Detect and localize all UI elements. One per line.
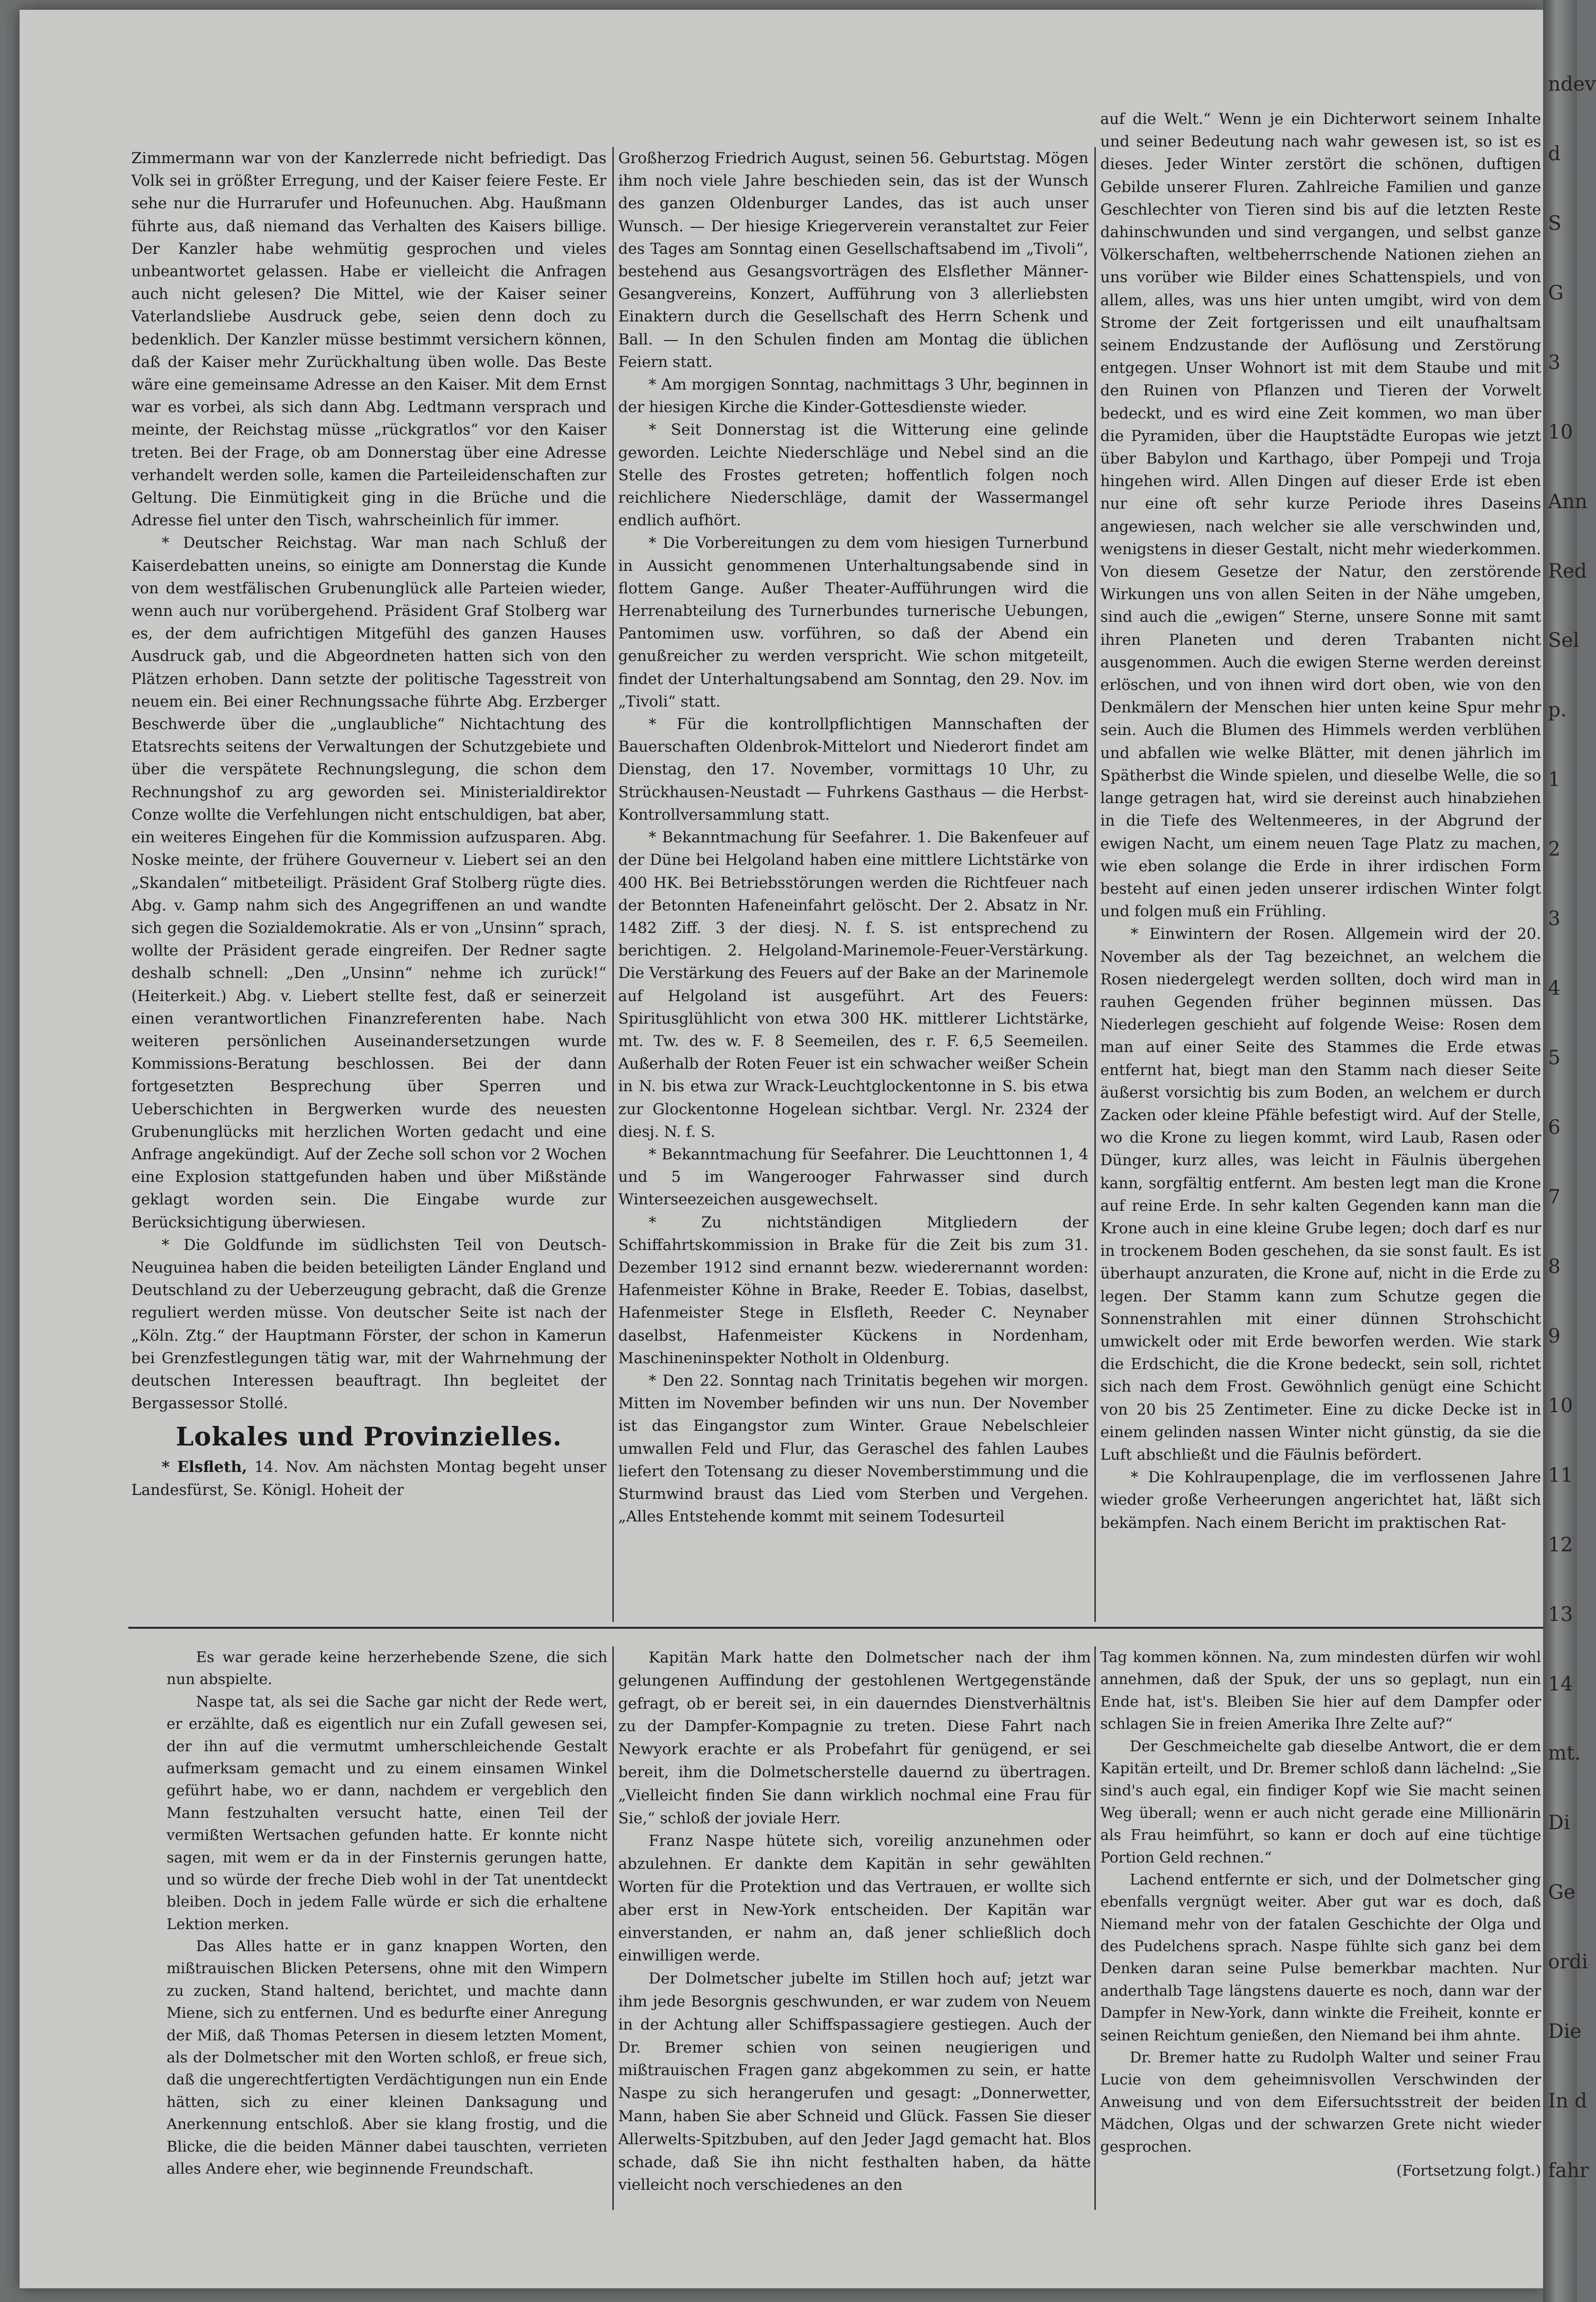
edge-text-fragment: 3	[1548, 907, 1561, 931]
edge-text-fragment: p.	[1548, 699, 1567, 722]
article-rosen: * Einwintern der Rosen. Allgemein wird der 20. November als der Tag bezeichnet, an welchem die Rosen niedergelegt werden sollten, doch wird man in rauhen Gegenden früher beginnen müssen. Das Niederlegen geschieht auf folgende Weise: Rosen dem man auf einer Seite des Stammes die Erde etwas entfernt hat, biegt man den Stamm nach dieser Seite äußerst vorsichtig bis zum Boden, an welchem er durch Zacken oder kleine Pfähle befestigt wird. Auf der Stelle, wo die Krone zu liegen kommt, wird Laub, Rasen oder Dünger, kurz alles, was leicht in Fäulnis übergehen kann, sorgfältig entfernt. Am besten legt man die Krone auf reine Erde. In sehr kalten Gegenden kann man die Krone auch in eine kleine Grube legen; doch darf es nur in trockenem Boden geschehen, da sie sonst fault. Es ist überhaupt anzuraten, die Krone auf, nicht in die Erde zu legen. Der Stamm kann zum Schutze gegen die Sonnenstrahlen mit einer dünnen Strohschicht umwickelt oder mit Erde beworfen werden. Wie stark die Erdschicht, die die Krone bedeckt, sein soll, richtet sich nach dem Frost. Gewöhnlich genügt eine Schicht von 20 bis 25 Zentimeter. Eine zu dicke Decke ist in einem gelinden nassen Winter nicht günstig, da sie die Luft abschließt und die Fäulnis befördert.	[1100, 925, 1541, 1464]
dateline-text: 14. Nov. Am nächsten Montag begeht unser Landesfürst, Se. Königl. Hoheit der	[131, 1458, 606, 1499]
column-rule	[1094, 147, 1096, 1622]
story-paragraph: Das Alles hatte er in ganz knappen Worten, den mißtrauischen Blicken Petersens, ohne mit den Wimpern zu zucken, Stand haltend, berichtet, und machte dann Miene, sich zu entfernen. Und es bedurfte einer Anregung der Miß, daß Thomas Petersen in diesem letzten Moment, als der Dolmetscher mit den Worten schloß, er freue sich, daß die ungerechtfertigten Verdächtigungen nun ein Ende hätten, sich zu einer kleinen Danksagung und Anerkennung entschloß. Aber sie klang frostig, und die Blicke, die die beiden Männer dabei tauschten, verrieten alles Andere eher, wie beginnende Freundschaft.	[167, 1938, 607, 2178]
edge-text-fragment: 1	[1548, 768, 1561, 791]
article-turnerbund: * Die Vorbereitungen zu dem vom hiesigen Turnerbund in Aussicht genommenen Unterhaltungsabende sind in flottem Gange. Außer Theater-Aufführungen wird die Herrenabteilung des Turnerbundes turnerische Uebungen, Pantomimen usw. vorführen, so daß der Abend ein genußreicher zu werden verspricht. Wie schon mitgeteilt, findet der Unterhaltungsabend am Sonntag, den 29. Nov. im „Tivoli“ statt.	[618, 534, 1088, 710]
section-heading: Lokales und Provinzielles.	[175, 1422, 562, 1452]
edge-text-fragment: Ann	[1548, 490, 1588, 513]
edge-text-fragment: 10	[1548, 420, 1573, 443]
article-schiffahrtskommission: * Zu nichtständigen Mitgliedern der Schiffahrtskommission in Brake für die Zeit bis zum 31. Dezember 1912 sind ernannt bezw. wiederernannt worden: Hafenmeister Köhne in Brake, Reeder E. Tobias, daselbst, Hafenmeister Stege in Elsfleth, Reeder C. Neynaber daselbst, Hafenmeister Kückens in Nordenham, Maschineninspekter Notholt in Oldenburg.	[618, 1213, 1088, 1367]
edge-text-fragment: 12	[1548, 1533, 1573, 1556]
bottom-column-2	[618, 1646, 1091, 2210]
edge-text-fragment: In d	[1548, 2090, 1587, 2113]
story-paragraph: Es war gerade keine herzerhebende Szene, die sich nun abspielte.	[167, 1649, 607, 1689]
edge-text-fragment: 7	[1548, 1185, 1561, 1208]
edge-text-fragment: 2	[1548, 838, 1561, 861]
edge-text-fragment: Red	[1548, 560, 1587, 583]
article-kohlraupen: * Die Kohlraupenplage, die im verflossenen Jahre wieder große Verheerungen angerichtet hat, läßt sich bekämpfen. Nach einem Bericht im praktischen Rat-	[1100, 1469, 1541, 1532]
dateline-place: * Elsfleth,	[162, 1458, 247, 1476]
article-seefahrer-2: * Bekanntmachung für Seefahrer. Die Leuchttonnen 1, 4 und 5 im Wangerooger Fahrwasser sind durch Winterseezeichen ausgewechselt.	[618, 1145, 1088, 1209]
edge-text-fragment: S	[1548, 212, 1562, 235]
story-paragraph: Lachend entfernte er sich, und der Dolmetscher ging ebenfalls vergnügt weiter. Aber gut war es doch, daß Niemand mehr von der fatalen Geschichte der Olga und des Pudelchens sprach. Naspe fühlte sich ganz bei dem Denken daran seine Pulse bemerkbar machten. Nur anderthalb Tage längstens dauerte es noch, dann war der Dampfer in New-York, dann winkte die Freiheit, konnte er seinen Reichtum genießen, den Niemand bei ihm ahnte.	[1100, 1871, 1541, 2044]
story-paragraph: Naspe tat, als sei die Sache gar nicht der Rede wert, er erzählte, daß es eigentlich nur ein Zufall gewesen sei, der ihn auf die vermutmt umherschleichende Gestalt aufmerksam gemacht und zu einem einsamen Winkel geführt habe, wo er dann, nachdem er vergeblich den Mann festzuhalten versucht hatte, einen Teil der vermißten Wertsachen gefunden hatte. Er konnte nicht sagen, mit wem er da in der Finsternis gerungen hatte, und so würde der freche Dieb wohl in der Tat unentdeckt bleiben. Doch in jedem Falle würde er sich die erhaltene Lektion merken.	[167, 1693, 607, 1933]
edge-text-fragment: Di	[1548, 1812, 1570, 1835]
article-gottesdienst: * Am morgigen Sonntag, nachmittags 3 Uhr, beginnen in der hiesigen Kirche die Kinder-Gottesdienste wieder.	[618, 376, 1088, 416]
edge-text-fragment: 10	[1548, 1394, 1573, 1417]
article-trinitatis-cont: auf die Welt.“ Wenn je ein Dichterwort seinem Inhalte und seiner Bedeutung nach wahr gewesen ist, so ist es dieses. Jeder Winter zerstört die schönen, duftigen Gebilde unserer Fluren. Zahlreiche Familien und ganze Geschlechter von Tieren sind bis auf die letzten Reste dahinschwunden und sind vergangen, und selbst ganze Völkerschaften, weltbeherrschende Nationen ziehen an uns vorüber wie Bilder eines Schattenspiels, und von allem, alles, was uns hier unten umgibt, wird von dem Strome der Zeit fortgerissen und eilt unaufhaltsam seinem Endzustande der Auflösung und Zerstörung entgegen. Unser Wohnort ist mit dem Staube und mit den Ruinen von Pflanzen und Tieren der Vorwelt bedeckt, und es wird eine Zeit kommen, wo man über die Pyramiden, über die Hauptstädte Europas wie jetzt über Babylon und Karthago, über Pompeji und Troja hingehen wird. Allen Dingen auf dieser Erde ist eben nur eine oft sehr kurze Periode ihres Daseins angewiesen, nach welcher sie alle verschwinden und, wenigstens in dieser Gestalt, nicht mehr wiederkommen. Von diesem Gesetze der Natur, den zerstörende Wirkungen uns von allen Seiten in der Nähe umgeben, sind auch die „ewigen“ Sterne, unsere Sonne mit samt ihren Planeten und deren Trabanten nicht ausgenommen. Auch die ewigen Sterne werden dereinst erlöschen, und von ihnen wird dort oben, wie von den Denkmälern der Menschen hier unten keine Spur mehr sein. Auch die Blumen des Himmels werden verblühen und abfallen wie welke Blätter, mit denen jährlich im Spätherbst die Winde spielen, und dieselbe Welle, die so lange getragen hat, wird sie dereinst auch hinabziehen in die Tiefe des Weltenmeeres, in der Abgrund der ewigen Nacht, um einem neuen Tage Platz zu machen, wie eben solange die Erde in ihrer irdischen Form besteht auf einen jeden unserer irdischen Winter folgt und folgen muß ein Frühling.	[1100, 110, 1541, 921]
top-column-1	[131, 147, 606, 1622]
article-goldfunde: * Die Goldfunde im südlichsten Teil von Deutsch-Neuguinea haben die beiden beteiligten Länder England und Deutschland zu der Ueberzeugung gebracht, daß die Grenze reguliert werden müsse. Von deutscher Seite ist nach der „Köln. Ztg.“ der Hauptmann Förster, der schon in Kamerun bei Grenzfestlegungen tätig war, mit der Wahrnehmung der deutschen Interessen beauftragt. Ihn begleitet der Bergassessor Stollé.	[131, 1236, 606, 1413]
edge-text-fragment: fahr	[1548, 2159, 1589, 2182]
article-seefahrer-1: * Bekanntmachung für Seefahrer. 1. Die Bakenfeuer auf der Düne bei Helgoland haben eine mittlere Lichtstärke von 400 HK. Bei Betriebsstörungen werden die Richtfeuer nach der Betonnten Hafeneinfahrt gelöscht. Der 2. Absatz in Nr. 1482 Ziff. 3 der diesj. N. f. S. ist entsprechend zu berichtigen. 2. Helgoland-Marinemole-Feuer-Verstärkung. Die Verstärkung des Feuers auf der Bake an der Marinemole auf Helgoland ist ausgeführt. Art des Feuers: Spiritusglühlicht von etwa 300 HK. mittlerer Lichtstärke, mt. Tw. des w. F. 8 Seemeilen, des r. F. 6,5 Seemeilen. Außerhalb der Roten Feuer ist ein schwacher weißer Schein in N. bis etwa zur Wrack-Leuchtglockentonne in S. bis etwa zur Glockentonne Hogelean sichtbar. Vergl. Nr. 2324 der diesj. N. f. S.	[618, 829, 1088, 1141]
story-paragraph: Der Geschmeichelte gab dieselbe Antwort, die er dem Kapitän erteilt, und Dr. Bremer schloß dann lächelnd: „Sie sind's auch egal, ein findiger Kopf wie Sie macht seinen Weg überall; wenn er auch nicht gerade eine Millionärin als Frau heimführt, so kann er doch auf eine tüchtige Portion Geld rechnen.“	[1100, 1738, 1541, 1866]
bottom-column-1	[167, 1646, 607, 2210]
edge-text-fragment: Die	[1548, 2020, 1582, 2043]
edge-text-fragment: 8	[1548, 1255, 1561, 1278]
edge-text-fragment: Ge	[1548, 1881, 1575, 1904]
edge-text-fragment: Sel	[1548, 629, 1579, 652]
edge-text-fragment: 11	[1548, 1464, 1573, 1487]
story-paragraph: Der Dolmetscher jubelte im Stillen hoch auf; jetzt war ihm jede Besorgnis geschwunden, er war zudem von Neuem in der Achtung aller Schiffspassagiere gestiegen. Auch der Dr. Bremer schien von seinen neugierigen und mißtrauischen Fragen ganz abgekommen zu sein, er hatte Naspe zu sich herangerufen und gesagt: „Donnerwetter, Mann, haben Sie aber Schneid und Glück. Fassen Sie dieser Allerwelts-Spitzbuben, auf den Jeder Jagd gemacht hat. Blos schade, daß Sie ihn nicht festhalten haben, da hätte vielleicht noch verschiedenes an den	[618, 1970, 1091, 2194]
article-kaiser-debate: Zimmermann war von der Kanzlerrede nicht befriedigt. Das Volk sei in größter Erregung, und der Kaiser feiere Feste. Er sehe nur die Hurrarufer und Hofeunuchen. Abg. Haußmann führte aus, daß niemand das Verhalten des Kaisers billige. Der Kanzler habe wehmütig gesprochen und vieles unbeantwortet gelassen. Habe er vielleicht die Anfragen auch nicht gelesen? Die Mittel, wie der Kaiser seiner Vaterlandsliebe Ausdruck gebe, seien denn doch zu bedenklich. Der Kanzler müsse bestimmt versichern können, daß der Kaiser mehr Zurückhaltung üben wolle. Das Beste wäre eine gemeinsame Adresse an den Kaiser. Mit dem Ernst war es vorbei, als sich dann Abg. Ledtmann versprach und meinte, der Reichstag müsse „rückgratlos“ vor den Kaiser treten. Bei der Frage, ob am Donnerstag über eine Adresse verhandelt werden solle, kamen die Parteileidenschaften zur Geltung. Die Einmütigkeit ging in die Brüche und die Adresse fiel unter den Tisch, wahrscheinlich für immer.	[131, 149, 606, 530]
edge-text-fragment: G	[1548, 281, 1564, 304]
column-rule	[612, 147, 614, 1622]
dateline	[131, 1456, 606, 1501]
top-column-3	[1100, 108, 1541, 1622]
article-witterung: * Seit Donnerstag ist die Witterung eine gelinde geworden. Leichte Niederschläge und Nebel sind an die Stelle des Frostes getreten; hoffentlich folgen noch reichlichere Niederschläge, damit der Wassermangel endlich aufhört.	[618, 421, 1088, 530]
story-paragraph: Franz Naspe hütete sich, voreilig anzunehmen oder abzulehnen. Er dankte dem Kapitän in sehr gewählten Worten für die Protektion und das Vertrauen, er wollte sich aber erst in New-York entscheiden. Der Kapitän war einverstanden, er nahm an, daß jener schließlich doch einwilligen werde.	[618, 1832, 1091, 1965]
section-divider	[128, 1627, 1543, 1629]
story-paragraph: Dr. Bremer hatte zu Rudolph Walter und seiner Frau Lucie von dem geheimnisvollen Verschwinden der Anweisung und von dem Eifersuchtsstreit der beiden Mädchen, Olgas und der schwarzen Grete nicht wieder gesprochen.	[1100, 2049, 1541, 2155]
edge-text-fragment: ordi	[1548, 1951, 1588, 1974]
top-column-2	[618, 147, 1088, 1622]
continued-note: (Fortsetzung folgt.)	[1396, 2162, 1541, 2180]
edge-text-fragment: mt.	[1548, 1742, 1581, 1765]
column-rule	[612, 1646, 614, 2210]
edge-text-fragment: d	[1548, 142, 1561, 165]
edge-text-fragment: 4	[1548, 977, 1561, 1000]
edge-text-fragment: 6	[1548, 1116, 1561, 1139]
article-geburtstag: Großherzog Friedrich August, seinen 56. Geburtstag. Mögen ihm noch viele Jahre beschieden sein, das ist der Wunsch des ganzen Oldenburger Landes, das ist auch unser Wunsch. — Der hiesige Kriegerverein veranstaltet zur Feier des Tages am Sonntag einen Gesellschaftsabend im „Tivoli“, bestehend aus Gesangsvorträgen des Elsflether Männer-Gesangvereins, Konzert, Aufführung von 3 allerliebsten Einaktern durch die Gesellschaft des Herrn Schenk und Ball. — In den Schulen finden am Montag die üblichen Feiern statt.	[618, 149, 1088, 371]
edge-text-fragment: 13	[1548, 1603, 1573, 1626]
edge-text-fragment: 14	[1548, 1672, 1573, 1695]
article-kontrollversammlung: * Für die kontrollpflichtigen Mannschaften der Bauerschaften Oldenbrok-Mittelort und Niederort findet am Dienstag, den 17. November, vormittags 10 Uhr, zu Strückhausen-Neustadt — Fuhrkens Gasthaus — die Herbst-Kontrollversammlung statt.	[618, 715, 1088, 824]
bottom-column-3	[1100, 1646, 1541, 2210]
edge-text-fragment: ndev	[1548, 73, 1596, 96]
edge-text-fragment: 9	[1548, 1324, 1561, 1347]
article-trinitatis: * Den 22. Sonntag nach Trinitatis begehen wir morgen. Mitten im November befinden wir uns nun. Der November ist das Eingangstor zum Winter. Graue Nebelschleier umwallen Feld und Flur, das Geraschel des fahlen Laubes liefert den Totensang zu dieser Novemberstimmung und die Sturmwind braust das Lied vom Sterben und Vergehen. „Alles Entstehende kommt mit seinem Todesurteil	[618, 1371, 1088, 1526]
column-rule	[1094, 1646, 1096, 2210]
edge-text-fragment: 5	[1548, 1047, 1561, 1070]
story-paragraph: Kapitän Mark hatte den Dolmetscher nach der ihm gelungenen Auffindung der gestohlenen Wertgegenstände gefragt, ob er bereit sei, in ein dauerndes Dienstverhältnis zu der Dampfer-Kompagnie zu treten. Diese Fahrt nach Newyork erachte er als Probefahrt für genügend, er sei bereit, ihm die Dolmetscherstelle dauernd zu übertragen. „Vielleicht finden Sie dann wirklich nochmal eine Frau für Sie,“ schloß der joviale Herr.	[618, 1649, 1091, 1827]
story-paragraph: Tag kommen können. Na, zum mindesten dürfen wir wohl annehmen, daß der Spuk, der uns so geplagt, nun ein Ende hat, ist's. Bleiben Sie hier auf dem Dampfer oder schlagen Sie in freien Amerika Ihre Zelte auf?“	[1100, 1649, 1541, 1733]
edge-text-fragment: 3	[1548, 351, 1561, 374]
article-reichstag: * Deutscher Reichstag. War man nach Schluß der Kaiserdebatten uneins, so einigte am Donnerstag die Kunde von dem westfälischen Grubenunglück alle Parteien wieder, wenn auch nur vorübergehend. Präsident Graf Stolberg war es, der dem aufrichtigen Mitgefühl des ganzen Hauses Ausdruck gab, und die Abgeordneten hatten sich von den Plätzen erhoben. Dann setzte der politische Tagesstreit von neuem ein. Bei einer Rechnungssache führte Abg. Erzberger Beschwerde über die „unglaubliche“ Nichtachtung des Etatsrechts seitens der Verwaltungen der Schutzgebiete und über die verspätete Rechnungslegung, die schon dem Rechnungshof zu arg geworden sei. Ministerialdirektor Conze wollte die Verfehlungen nicht entschuldigen, bat aber, ein weiteres Eingehen für die Kommission aufzusparen. Abg. Noske meinte, der frühere Gouverneur v. Liebert sei an den „Skandalen“ mitbeteiligt. Präsident Graf Stolberg rügte dies. Abg. v. Gamp nahm sich des Angegriffenen an und wandte sich gegen die Sozialdemokratie. Als er von „Unsinn“ sprach, wollte der Präsident gerade eingreifen. Der Redner sagte deshalb schnell: „Den „Unsinn“ nehme ich zurück!“ (Heiterkeit.) Abg. v. Liebert stellte fest, daß er seinerzeit einen verantwortlichen Finanzreferenten habe. Nach weiteren persönlichen Auseinandersetzungen wurde Kommissions-Beratung beschlossen. Bei der dann fortgesetzten Besprechung über Sperren und Ueberschichten in Bergwerken wurde des neuesten Grubenunglücks mit herzlichen Worten gedacht und eine Anfrage angekündigt. Auf der Zeche soll schon vor 2 Wochen eine Explosion stattgefunden haben und über Mißstände geklagt worden sein. Die Eingabe wurde zur Berücksichtigung überwiesen.	[131, 534, 606, 1231]
